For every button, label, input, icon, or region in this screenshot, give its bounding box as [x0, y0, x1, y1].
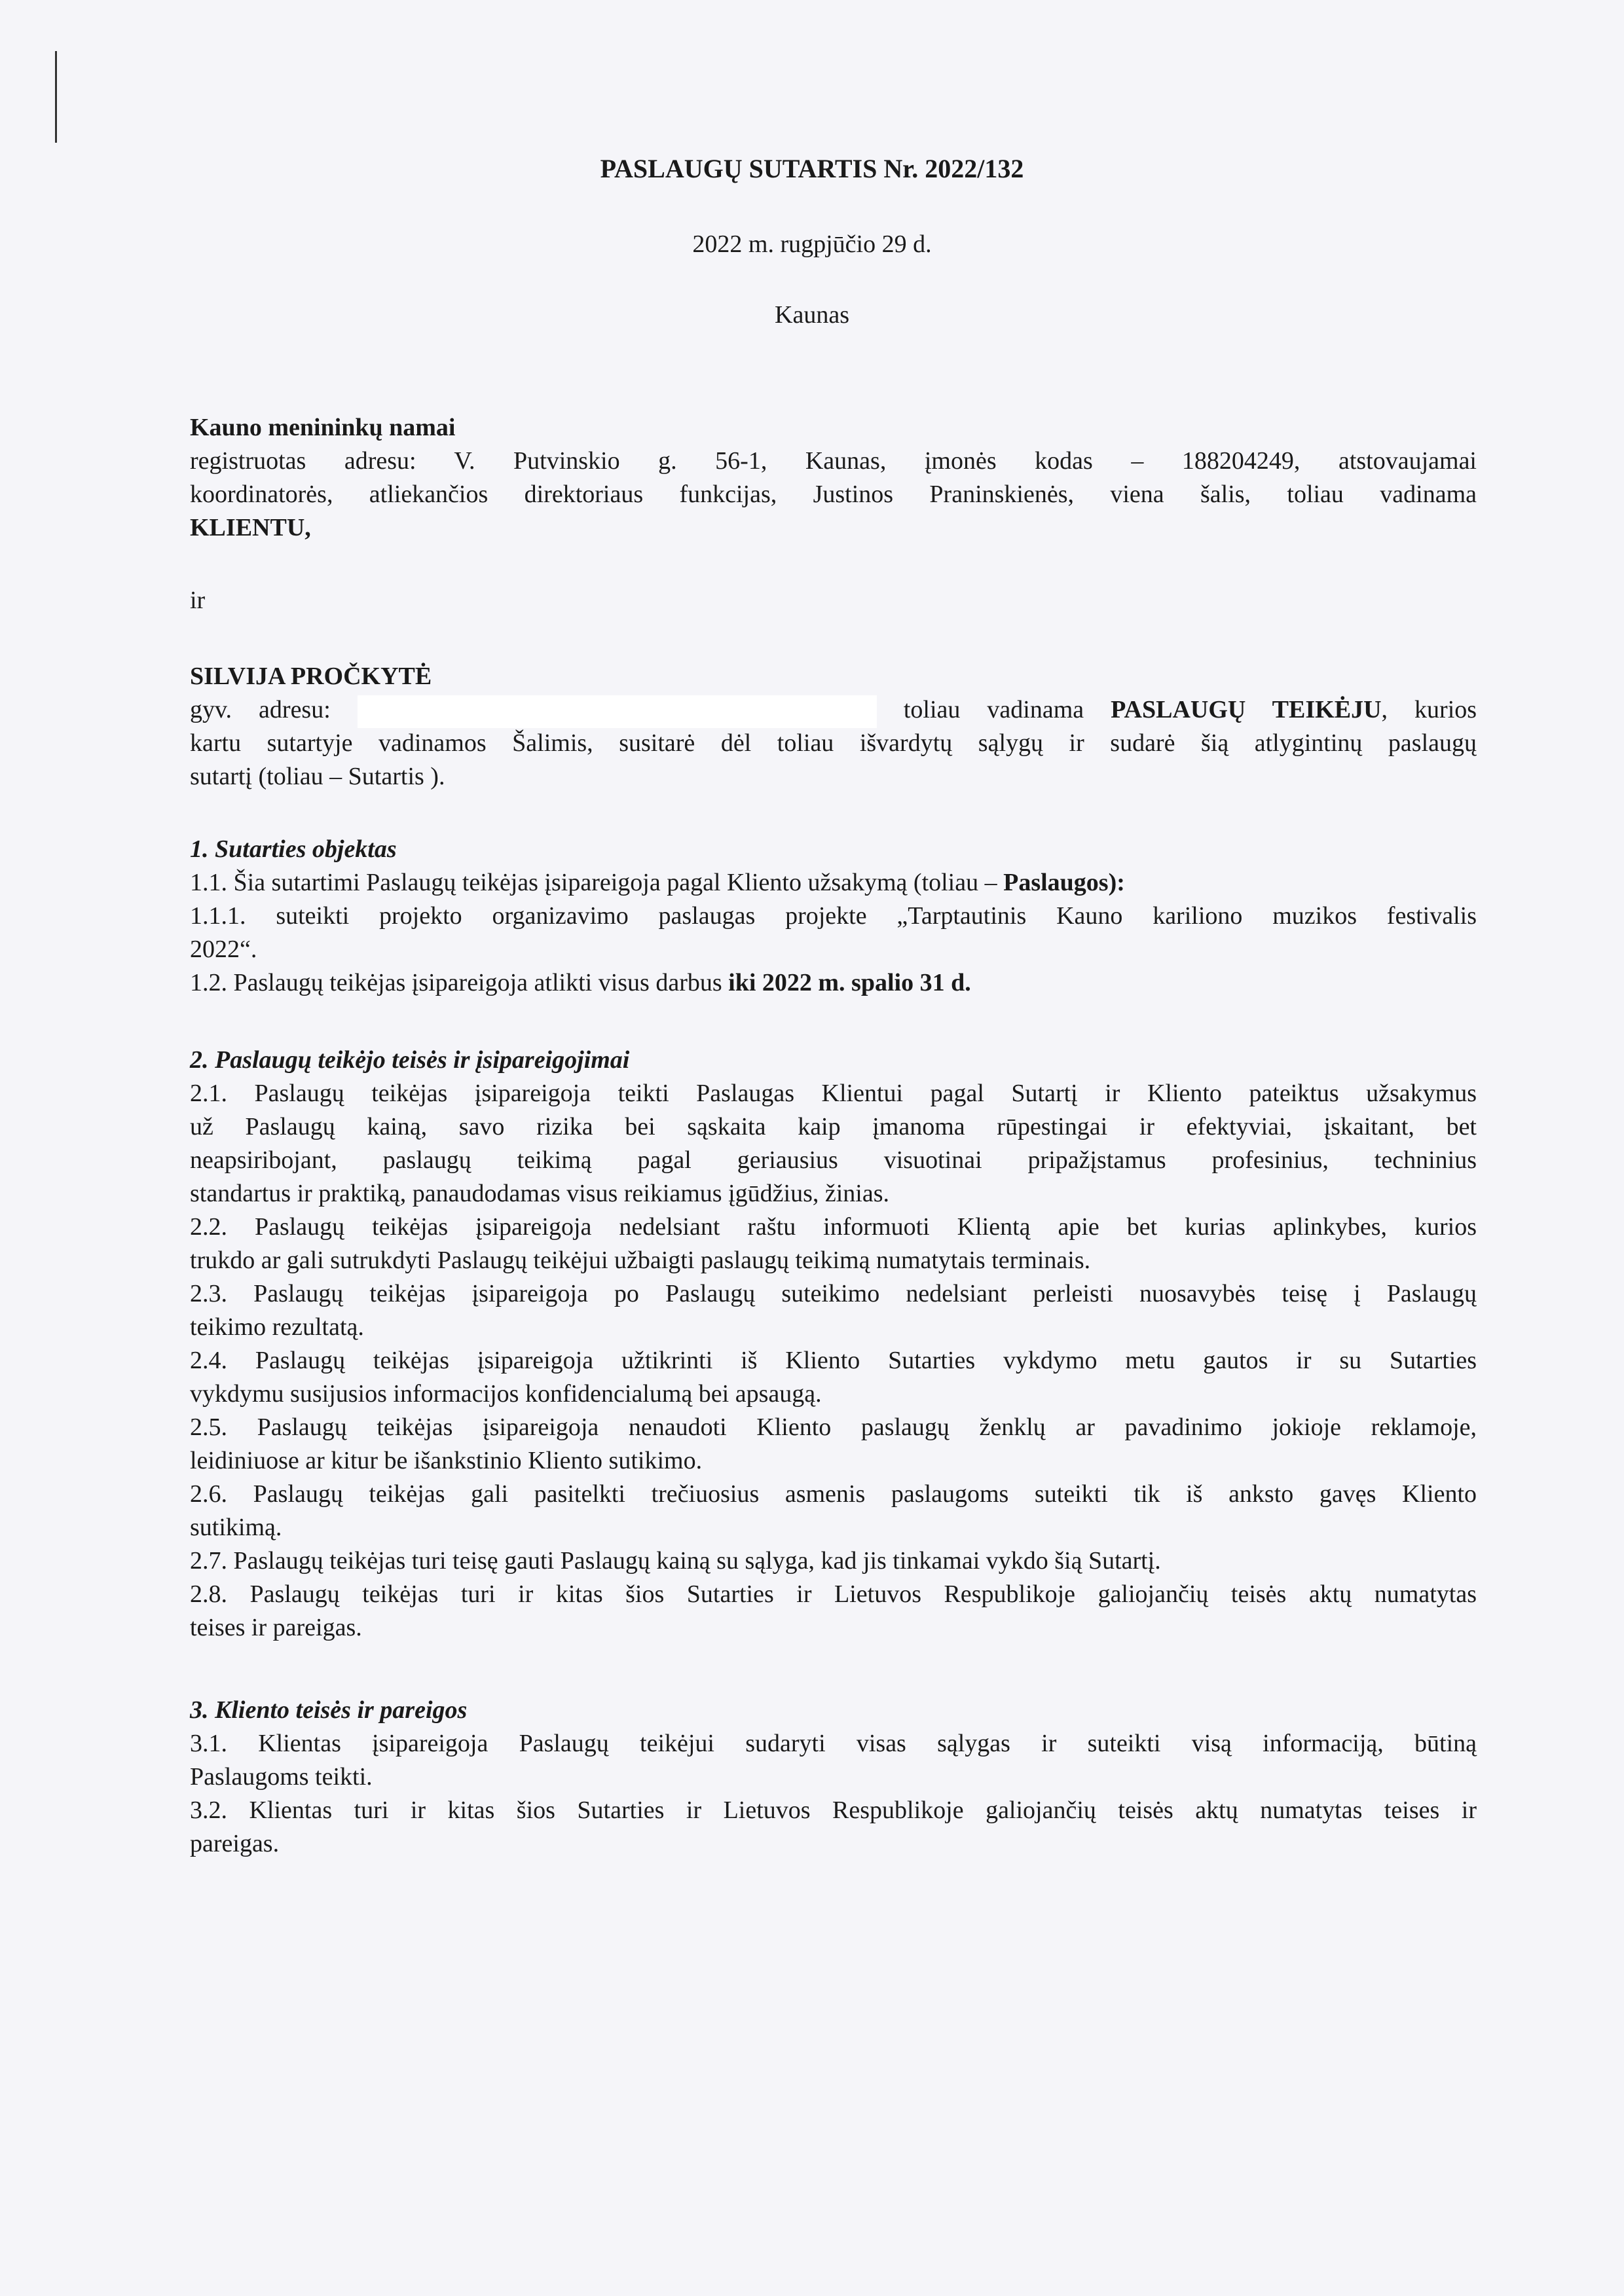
clause	[190, 1277, 1477, 1344]
text-segment: 2.5. Paslaugų teikėjas įsipareigoja nenaudoti Kliento paslaugų ženklų ar pavadinimo jokioje reklamoje,	[190, 1413, 1477, 1441]
clause	[190, 1727, 1477, 1794]
text-line	[190, 1344, 1477, 1377]
text-segment: 2.6. Paslaugų teikėjas gali pasitelkti trečiuosius asmenis paslaugoms suteikti tik iš anksto gavęs Kliento	[190, 1480, 1477, 1508]
text-segment: kartu sutartyje vadinamos Šalimis, susitarė dėl toliau išvardytų sąlygų ir sudarė šią atlygintinų paslaugų	[190, 729, 1477, 757]
text-line	[190, 1544, 1477, 1578]
text-line	[190, 866, 1477, 900]
text-segment: registruotas adresu: V. Putvinskio g. 56-1, Kaunas, įmonės kodas – 188204249, atstovaujamai	[190, 447, 1477, 475]
text-line	[190, 1727, 1477, 1760]
provider-name: SILVIJA PROČKYTĖ	[190, 663, 432, 690]
section-1	[190, 833, 1477, 1000]
text-line	[190, 511, 1477, 545]
text-line	[190, 966, 1477, 1000]
text-segment: neapsiribojant, paslaugų teikimą pagal geriausius visuotinai pripažįstamus profesinius, techninius	[190, 1146, 1477, 1174]
provider-details	[190, 727, 1477, 793]
client-name: Kauno menininkų namai	[190, 414, 456, 441]
text-segment: koordinatorės, atliekančios direktoriaus funkcijas, Justinos Praninskienės, viena šalis, toliau vadinama	[190, 481, 1477, 508]
text-segment: 2.8. Paslaugų teikėjas turi ir kitas šios Sutarties ir Lietuvos Respublikoje galiojančių teisės aktų numatytas	[190, 1580, 1477, 1608]
clause	[190, 1411, 1477, 1478]
text-segment: Paslaugos):	[1003, 869, 1125, 896]
clause	[190, 1794, 1477, 1861]
text-segment: 2.3. Paslaugų teikėjas įsipareigoja po Paslaugų suteikimo nedelsiant perleisti nuosavybės teisę į Paslaugų	[190, 1280, 1477, 1307]
text-line	[190, 478, 1477, 511]
text-line	[190, 1110, 1477, 1144]
section-3	[190, 1694, 1477, 1861]
clause	[190, 1344, 1477, 1411]
clause	[190, 1478, 1477, 1544]
document-title: PASLAUGŲ SUTARTIS Nr. 2022/132	[600, 154, 1024, 183]
address-label: gyv. adresu:	[190, 696, 331, 723]
text-line	[190, 445, 1477, 478]
text-line	[190, 1611, 1477, 1645]
text-segment: 2022“.	[190, 936, 257, 963]
text-segment: 1.2. Paslaugų teikėjas įsipareigoja atlikti visus darbus	[190, 969, 729, 996]
conjunction: ir	[190, 587, 206, 614]
text-segment: standartus ir praktiką, panaudodamas visus reikiamus įgūdžius, žinias.	[190, 1180, 889, 1207]
clause	[190, 966, 1477, 1000]
text-line	[190, 900, 1477, 933]
clause	[190, 1578, 1477, 1645]
section-heading: 1. Sutarties objektas	[190, 835, 397, 863]
document-city: Kaunas	[775, 301, 849, 329]
clause	[190, 1211, 1477, 1277]
text-segment: teikimo rezultatą.	[190, 1313, 364, 1341]
text-segment: 2.4. Paslaugų teikėjas įsipareigoja užtikrinti iš Kliento Sutarties vykdymo metu gautos ir su Sutarties	[190, 1347, 1477, 1374]
text-segment: 1.1.1. suteikti projekto organizavimo paslaugas projekte „Tarptautinis Kauno kariliono muzikos festivalis	[190, 902, 1477, 930]
text-segment: trukdo ar gali sutrukdyti Paslaugų teikėjui užbaigti paslaugų teikimą numatytais terminais.	[190, 1247, 1091, 1274]
text-segment: KLIENTU,	[190, 514, 311, 541]
section-heading: 3. Kliento teisės ir pareigos	[190, 1696, 468, 1724]
text-segment: sutikimą.	[190, 1514, 282, 1541]
text-line	[190, 1478, 1477, 1511]
text-line	[190, 1311, 1477, 1344]
client-details	[190, 445, 1477, 545]
text-line	[190, 727, 1477, 760]
text-segment: sutartį (toliau – Sutartis ).	[190, 763, 445, 790]
text-line	[190, 1827, 1477, 1861]
text-line	[190, 1144, 1477, 1177]
text-line	[190, 1760, 1477, 1794]
clause	[190, 1077, 1477, 1211]
text-segment: 2.7. Paslaugų teikėjas turi teisę gauti Paslaugų kainą su sąlyga, kad jis tinkamai vykdo šią Sutartį.	[190, 1547, 1161, 1575]
text-segment: Paslaugoms teikti.	[190, 1763, 373, 1791]
text-line	[190, 1578, 1477, 1611]
text-line	[190, 1277, 1477, 1311]
text-segment: teises ir pareigas.	[190, 1614, 362, 1641]
text-segment: už Paslaugų kainą, savo rizika bei sąskaita kaip įmanoma rūpestingai ir efektyviai, įskaitant, bet	[190, 1113, 1477, 1140]
clause	[190, 900, 1477, 966]
text-line	[190, 1077, 1477, 1110]
party-client	[190, 411, 1477, 545]
clause	[190, 866, 1477, 900]
text-line	[190, 1511, 1477, 1544]
text-segment: 1.1. Šia sutartimi Paslaugų teikėjas įsipareigoja pagal Kliento užsakymą (toliau –	[190, 869, 1004, 896]
provider-address-line	[190, 693, 1477, 727]
text-segment: pareigas.	[190, 1830, 280, 1857]
text-segment: PASLAUGŲ TEIKĖJU	[1111, 696, 1382, 723]
text-line	[190, 1444, 1477, 1478]
text-line	[190, 1794, 1477, 1827]
text-segment: , kurios	[1381, 696, 1477, 723]
text-line	[190, 933, 1477, 966]
text-segment: 3.2. Klientas turi ir kitas šios Sutarties ir Lietuvos Respublikoje galiojančių teisės aktų numatytas teises ir	[190, 1796, 1477, 1824]
section-2	[190, 1044, 1477, 1645]
redacted-address	[358, 695, 877, 728]
text-line	[190, 1377, 1477, 1411]
text-segment: 2.1. Paslaugų teikėjas įsipareigoja teikti Paslaugas Klientui pagal Sutartį ir Kliento pateiktus užsakymus	[190, 1080, 1477, 1107]
text-segment: leidiniuose ar kitur be išankstinio Kliento sutikimo.	[190, 1447, 703, 1474]
text-line	[190, 1177, 1477, 1211]
text-line	[190, 760, 1477, 793]
section-heading: 2. Paslaugų teikėjo teisės ir įsipareigojimai	[190, 1046, 630, 1074]
text-line	[190, 1211, 1477, 1244]
text-line	[190, 1411, 1477, 1444]
text-segment: toliau vadinama	[903, 696, 1111, 723]
document-date: 2022 m. rugpjūčio 29 d.	[692, 230, 932, 258]
text-segment: iki 2022 m. spalio 31 d.	[728, 969, 971, 996]
text-segment: 3.1. Klientas įsipareigoja Paslaugų teikėjui sudaryti visas sąlygas ir suteikti visą informaciją, būtiną	[190, 1730, 1477, 1757]
party-provider	[190, 660, 1477, 793]
text-segment: vykdymu susijusios informacijos konfidencialumą bei apsaugą.	[190, 1380, 822, 1408]
text-line	[190, 1244, 1477, 1277]
scan-artifact-line	[55, 51, 57, 143]
clause	[190, 1544, 1477, 1578]
text-segment: 2.2. Paslaugų teikėjas įsipareigoja nedelsiant raštu informuoti Klientą apie bet kurias aplinkybes, kurios	[190, 1213, 1477, 1241]
